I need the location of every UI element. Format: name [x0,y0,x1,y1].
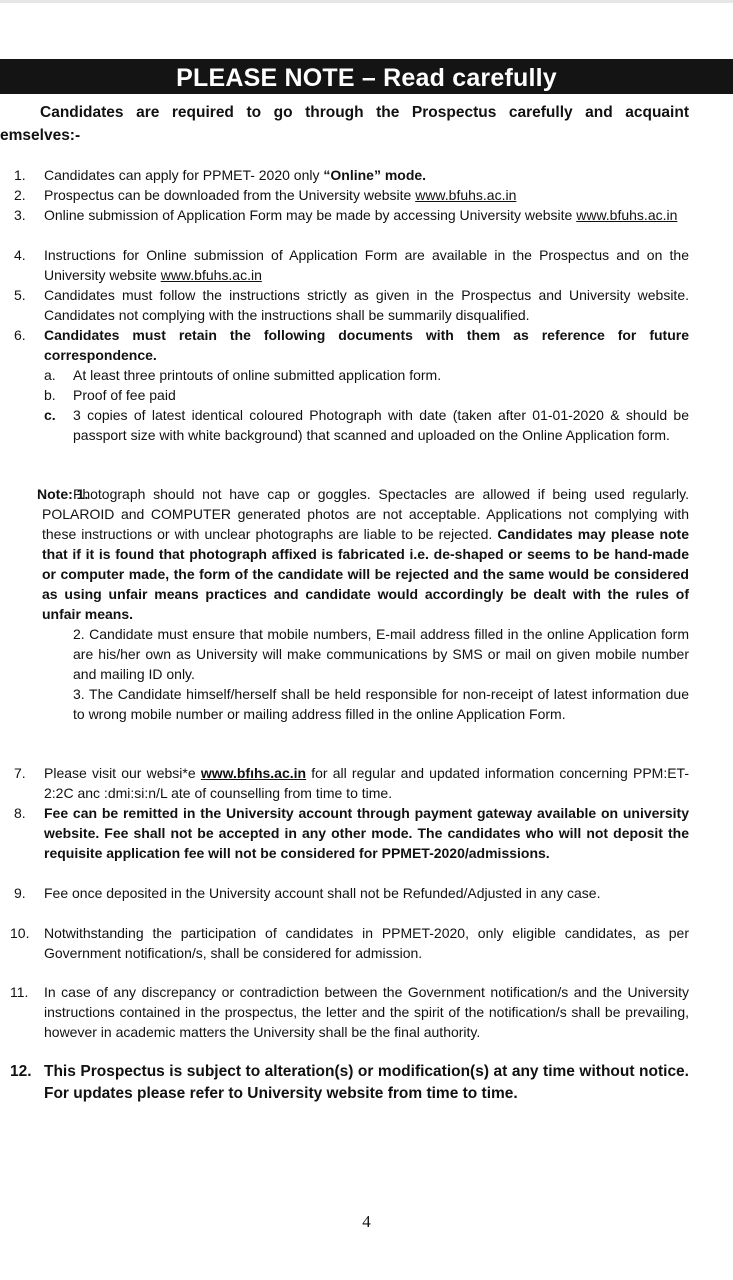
item-number: 12. [10,1063,32,1080]
item-text: Please visit our websi*e www.bfıhs.ac.in for all regular and updated information concerning PPM:ET-2:2C anc :dmi:si:n/L ate of counselling from time to time. [44,765,689,801]
item-number: a. [44,367,56,383]
note-1: Photograph should not have cap or goggles. Spectacles are allowed if being used regularly. POLAROID and COMPUTER generated photos are not acceptable. Applications not complying with these instructions or with unclear photographs are liable to be rejected. Candidates may please note that if it is found that photograph affixed is fabricated i.e. de-shaped or seems to be hand-made or computer made, the form of the candidate will be rejected and the same would be considered as using unfair means practices and candidate would accordingly be dealt with the rules of unfair means. [42,486,690,622]
item-text: Notwithstanding the participation of candidates in PPMET-2020, only eligible candidates, as per Government notification/s, shall be considered for admission. [44,925,689,961]
item-text: Fee can be remitted in the University account through payment gateway available on university website. Fee shall not be accepted in any other mode. The candidates who will not deposit the requisite application fee will not be considered for PPMET-2020/admissions. [44,805,689,861]
item-number: 11. [10,984,29,1000]
page-title: PLEASE NOTE – Read carefully [0,59,733,94]
item-number: 5. [14,287,26,303]
item-number: 4. [14,247,26,263]
item-text: Candidates can apply for PPMET- 2020 only “Online” mode. [44,167,427,183]
website-link[interactable]: www.bfuhs.ac.in [160,267,262,283]
item-number: 1. [14,167,26,183]
item-text: Prospectus can be downloaded from the University website www.bfuhs.ac.in [44,187,517,203]
intro-line-1: Candidates are required to go through the Prospectus carefully and acquaint [40,104,689,121]
intro-line-2: emselves:- [0,127,81,144]
item-number: c. [44,407,56,423]
item-text: This Prospectus is subject to alteration(s) or modification(s) at any time without notice. For updates please refer to University website from time to time. [44,1063,689,1102]
item-number: 6. [14,327,26,343]
item-text: Instructions for Online submission of Application Form are available in the Prospectus and on the University website www.bfuhs.ac.in [44,247,689,283]
item-number: 7. [14,765,26,781]
item-number: 9. [14,885,26,901]
website-link[interactable]: www.bfuhs.ac.in [415,187,517,203]
website-link[interactable]: www.bfuhs.ac.in [576,207,678,223]
item-text: 3 copies of latest identical coloured Photograph with date (taken after 01-01-2020 & should be passport size with white background) that scanned and uploaded on the Online Application form. [73,407,689,443]
website-link[interactable]: www.bfıhs.ac.in [200,765,307,781]
item-text: Online submission of Application Form may be made by accessing University website www.bfuhs.ac.in [44,207,678,223]
item-text: Candidates must retain the following documents with them as reference for future correspondence. [44,327,689,363]
item-text: In case of any discrepancy or contradiction between the Government notification/s and the University instructions contained in the prospectus, the letter and the spirit of the notification/s shall be prevailing, however in academic matters the University shall be the final authority. [44,984,689,1040]
item-number: 3. [14,207,26,223]
top-divider [0,0,733,3]
note-label: Note: 1. [37,486,89,502]
item-text: Proof of fee paid [73,387,176,403]
item-number: 2. [14,187,26,203]
item-text: Fee once deposited in the University account shall not be Refunded/Adjusted in any case. [44,885,601,901]
page-number: 4 [362,1212,371,1231]
item-number: 8. [14,805,26,821]
item-number: 10. [10,925,30,941]
item-number: b. [44,387,56,403]
item-text: Candidates must follow the instructions strictly as given in the Prospectus and University website. Candidates not complying with the instructions shall be summarily disqualified. [44,287,689,323]
note-3-text: 3. The Candidate himself/herself shall be held responsible for non-receipt of latest information due to wrong mobile number or mailing address filled in the online Application Form. [73,686,689,722]
item-text: At least three printouts of online submitted application form. [73,367,442,383]
note-2-text: 2. Candidate must ensure that mobile numbers, E-mail address filled in the online Application form are his/her own as University will make communications by SMS or mail on given mobile number and mailing ID only. [73,626,689,682]
